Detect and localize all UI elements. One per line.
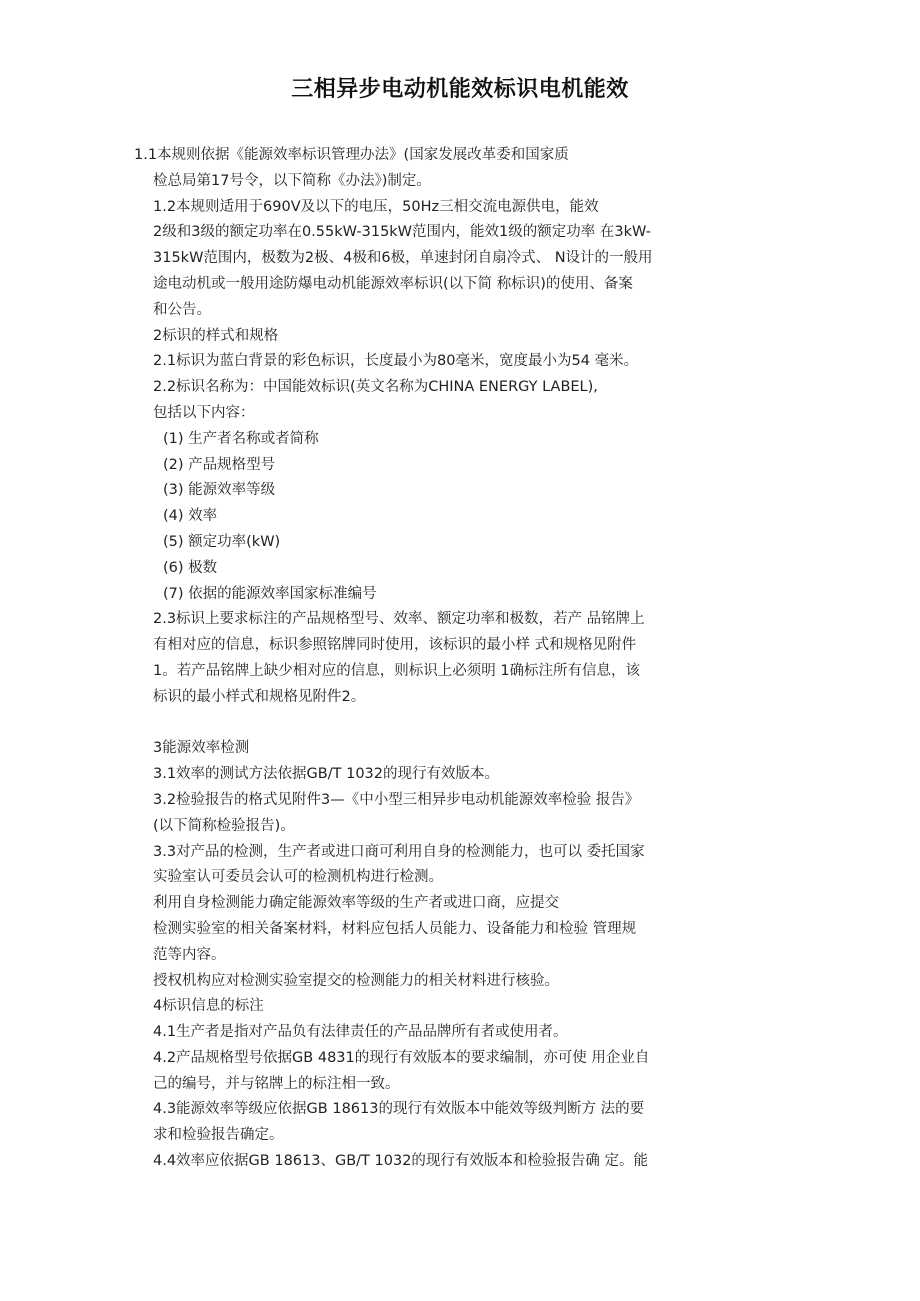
paragraph-gap [0,711,920,737]
paragraph-line: 4.3能源效率等级应依据GB 18613的现行有效版本中能效等级判断方 法的要 [153,1101,645,1118]
paragraph-line: 有相对应的信息，标识参照铭牌同时使用，该标识的最小样 式和规格见附件 [153,637,637,654]
paragraph-line: 利用自身检测能力确定能源效率等级的生产者或进口商，应提交 [153,895,559,912]
paragraph-line: 己的编号，并与铭牌上的标注相一致。 [153,1075,400,1092]
document-body [0,143,920,1175]
section-heading: 2标识的样式和规格 [153,327,279,344]
paragraph-line: 3.2检验报告的格式见附件3—《中小型三相异步电动机能源效率检验 报告》 [153,791,640,808]
paragraph-line: 1.1本规则依据《能源效率标识管理办法》(国家发展改革委和国家质 [134,147,569,163]
paragraph-line: 授权机构应对检测实验室提交的检测能力的相关材料进行核验。 [153,972,559,989]
list-item: (3) 能源效率等级 [163,482,276,499]
list-item: (4) 效率 [163,508,218,525]
paragraph-line: 2.2标识名称为：中国能效标识(英文名称为CHINA ENERGY LABEL), [153,379,598,396]
paragraph-line: 315kW范围内，极数为2极、4极和6极，单速封闭自扇冷式、 N设计的一般用 [153,250,653,267]
paragraph-line: 范等内容。 [153,946,226,963]
paragraph-line: 1.2本规则适用于690V及以下的电压，50Hz三相交流电源供电，能效 [153,198,599,215]
paragraph-line: 和公告。 [153,301,211,318]
paragraph-line: 4.2产品规格型号依据GB 4831的现行有效版本的要求编制，亦可使 用企业自 [153,1049,650,1066]
paragraph-line: 求和检验报告确定。 [153,1127,284,1144]
paragraph-line: (以下简称检验报告)。 [153,817,295,834]
paragraph-line: 4.4效率应依据GB 18613、GB/T 1032的现行有效版本和检验报告确 定。能 [153,1153,649,1170]
section-heading: 3能源效率检测 [153,740,250,757]
paragraph-line: 实验室认可委员会认可的检测机构进行检测。 [153,869,443,886]
list-item: (7) 依据的能源效率国家标准编号 [163,585,377,602]
list-item: (2) 产品规格型号 [163,456,276,473]
paragraph-line: 途电动机或一般用途防爆电动机能源效率标识(以下简 称标识)的使用、备案 [153,275,633,292]
document-title: 三相异步电动机能效标识电机能效 [291,77,629,102]
paragraph-line: 1。若产品铭牌上缺少相对应的信息，则标识上必须明 1确标注所有信息，该 [153,662,641,679]
section-heading: 4标识信息的标注 [153,998,264,1015]
paragraph-line: 2.3标识上要求标注的产品规格型号、效率、额定功率和极数，若产 品铭牌上 [153,611,645,628]
paragraph-line: 包括以下内容： [153,404,255,421]
list-item: (6) 极数 [163,559,218,576]
paragraph-line: 3.3对产品的检测，生产者或进口商可利用自身的检测能力，也可以 委托国家 [153,843,645,860]
paragraph-line: 3.1效率的测试方法依据GB/T 1032的现行有效版本。 [153,766,499,783]
paragraph-line: 2级和3级的额定功率在0.55kW-315kW范围内，能效1级的额定功率 在3kW- [153,224,651,241]
paragraph-line: 2.1标识为蓝白背景的彩色标识，长度最小为80毫米，宽度最小为54 毫米。 [153,353,639,370]
paragraph-line: 4.1生产者是指对产品负有法律责任的产品品牌所有者或使用者。 [153,1024,568,1041]
list-item: (1) 生产者名称或者简称 [163,430,319,447]
paragraph-line: 检总局第17号令，以下简称《办法》)制定。 [153,172,431,189]
paragraph-line: 检测实验室的相关备案材料，材料应包括人员能力、设备能力和检验 管理规 [153,920,637,937]
list-item: (5) 额定功率(kW) [163,533,281,550]
paragraph-line: 标识的最小样式和规格见附件2。 [153,688,366,705]
